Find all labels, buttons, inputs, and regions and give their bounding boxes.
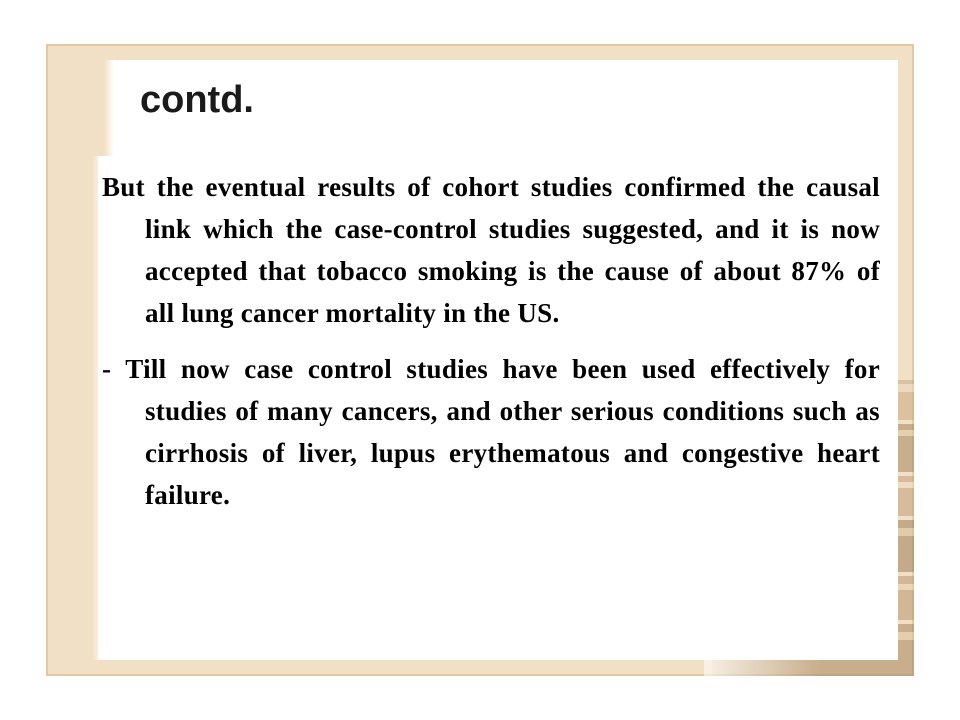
paragraph-2-marker: - [102, 354, 126, 384]
paragraph-1 [102, 166, 880, 334]
slide-title: contd. [140, 79, 254, 121]
paragraph-1-text: But the eventual results of cohort studies confirmed the causal link which the case-control studies suggested, and it is now accepted that tobacco smoking is the cause of about 87% of all lung cancer mortality in the US. [102, 172, 880, 328]
slide-body [102, 166, 880, 516]
title-shadow [104, 60, 114, 156]
paragraph-2 [102, 348, 880, 516]
paragraph-2-text: Till now case control studies have been used effectively for studies of many cancers, and other serious conditions such as cirrhosis of liver, lupus erythematous and congestive heart failure. [125, 354, 880, 510]
